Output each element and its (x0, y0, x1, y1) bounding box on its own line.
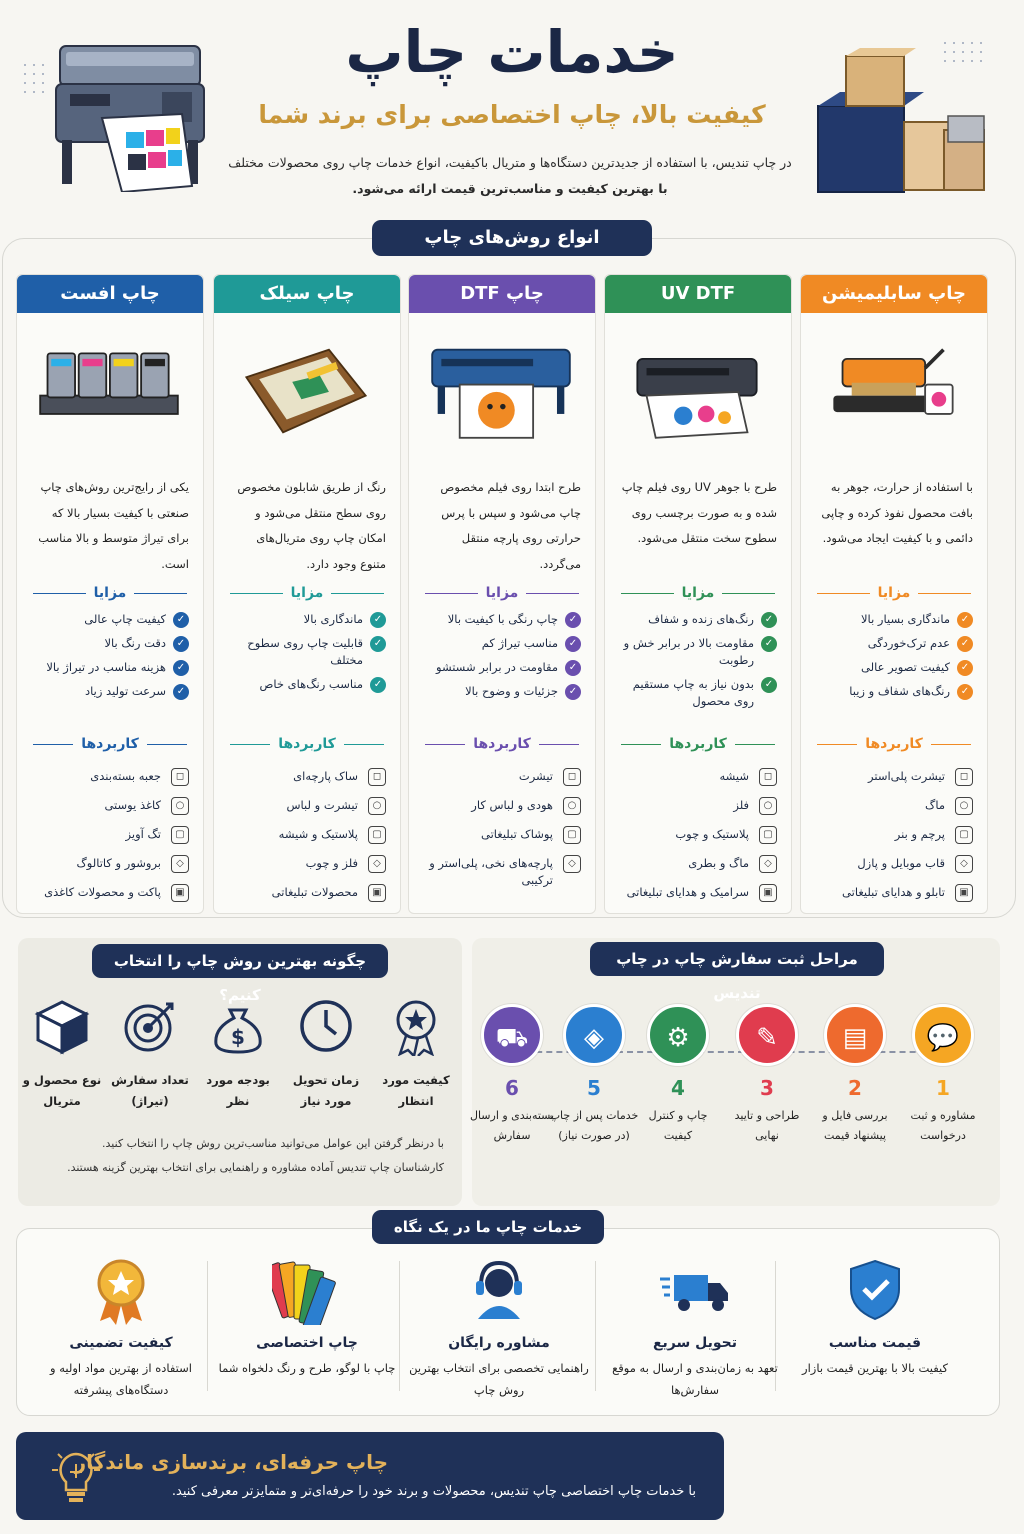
advantage-item (423, 635, 581, 652)
method-machine-illustration (621, 331, 775, 451)
choose-factor (20, 996, 104, 1112)
method-description: طرح با جوهر UV روی فیلم چاپ شده و به صورت برچسب روی سطوح سخت منتقل می‌شود. (621, 480, 777, 545)
heading-rule (817, 744, 857, 745)
advantage-item (228, 611, 386, 628)
advantage-item (228, 635, 386, 669)
method-card-title: چاپ سیلک (214, 275, 400, 313)
product-icon: ◇ (171, 855, 189, 873)
application-item (228, 797, 386, 815)
check-icon: ✓ (957, 612, 973, 628)
check-icon: ✓ (173, 612, 189, 628)
check-icon: ✓ (565, 660, 581, 676)
order-step (898, 1004, 988, 1146)
chat-icon: 💬 (912, 1004, 974, 1066)
check-icon: ✓ (761, 612, 777, 628)
application-text: تیشرت و لباس (286, 798, 358, 812)
advantage-text: عدم ترک‌خوردگی (867, 636, 950, 650)
method-card (16, 274, 204, 914)
feature-description: استفاده از بهترین مواد اولیه و دستگاه‌های پیشرفته (50, 1361, 192, 1397)
product-icon: ○ (563, 797, 581, 815)
step-label: مشاوره و ثبت درخواست (910, 1109, 976, 1142)
product-icon: ◇ (759, 855, 777, 873)
product-icon: ○ (368, 797, 386, 815)
application-text: پرچم و بنر (894, 827, 945, 841)
check-icon: ✓ (565, 684, 581, 700)
feature-divider (595, 1261, 596, 1391)
product-icon: ▢ (759, 826, 777, 844)
method-description: طرح ابتدا روی فیلم مخصوص چاپ می‌شود و سپس با پرس حرارتی روی پارچه منتقل می‌گردد. (440, 480, 581, 571)
order-step (549, 1004, 639, 1146)
product-icon: ○ (171, 797, 189, 815)
advantages-heading (425, 585, 579, 601)
order-step (722, 1004, 812, 1146)
advantages-heading (230, 585, 384, 601)
methods-title: انواع روش‌های چاپ (372, 220, 652, 256)
advantages-list (423, 611, 581, 726)
product-icon: ▣ (171, 884, 189, 902)
advantages-label: مزایا (485, 585, 519, 601)
design-icon: ✎ (736, 1004, 798, 1066)
heading-rule (134, 593, 187, 594)
check-icon: ✓ (565, 612, 581, 628)
application-text: هودی و لباس کار (471, 798, 553, 812)
step-label: بسته‌بندی و ارسال سفارش (469, 1109, 555, 1142)
application-text: قاب موبایل و پازل (857, 856, 945, 870)
step-number: 6 (505, 1076, 519, 1100)
applications-list (619, 768, 777, 902)
svg-text:$: $ (231, 1025, 245, 1049)
method-card-title: چاپ سابلیمیشن (801, 275, 987, 313)
choose-panel (18, 938, 462, 1206)
advantage-item (619, 635, 777, 669)
product-icon: ○ (955, 797, 973, 815)
feature-description: چاپ با لوگو، طرح و رنگ دلخواه شما (218, 1361, 396, 1375)
method-description: با استفاده از حرارت، جوهر به بافت محصول نفوذ کرده و چاپی دائمی و با کیفیت ایجاد می‌شود. (821, 480, 973, 545)
application-text: پلاستیک و شیشه (278, 827, 358, 841)
feature-title: تحویل سریع (652, 1335, 738, 1351)
check-icon: ✓ (173, 684, 189, 700)
advantages-heading (817, 585, 971, 601)
heading-rule (526, 593, 579, 594)
method-machine-illustration (425, 331, 579, 451)
heading-rule (230, 744, 270, 745)
intro-text (220, 150, 800, 202)
advantage-item (423, 659, 581, 676)
choose-note-line-2: کارشناسان چاپ تندیس آماده مشاوره و راهنمایی برای انتخاب بهترین گزینه هستند. (67, 1161, 444, 1174)
step-label: طراحی و تایید نهایی (734, 1109, 800, 1142)
applications-list (815, 768, 973, 902)
truck-icon: ⛟ (481, 1004, 543, 1066)
product-icon: ▣ (368, 884, 386, 902)
advantage-text: کیفیت چاپ عالی (84, 612, 166, 626)
feature-item (779, 1255, 971, 1379)
application-text: ماگ و بطری (688, 856, 749, 870)
check-icon: ✓ (370, 636, 386, 652)
advantages-label: مزایا (93, 585, 127, 601)
heading-rule (621, 593, 674, 594)
product-icon: ◻ (171, 768, 189, 786)
check-icon: ✓ (957, 684, 973, 700)
advantages-heading (33, 585, 187, 601)
advantages-heading (621, 585, 775, 601)
application-item (423, 768, 581, 786)
advantage-text: رنگ‌های شفاف و زیبا (849, 684, 950, 698)
method-card (408, 274, 596, 914)
method-card-title: چاپ DTF (409, 275, 595, 313)
advantages-label: مزایا (681, 585, 715, 601)
method-machine-illustration (230, 331, 384, 451)
choose-factor-label: زمان تحویل مورد نیاز (292, 1073, 360, 1108)
method-description: رنگ از طریق شابلون مخصوص روی سطح منتقل می‌شود و امکان چاپ روی متریال‌های متنوع وجود دارد. (237, 480, 386, 571)
check-icon: ✓ (761, 677, 777, 693)
method-description: یکی از رایج‌ترین روش‌های چاپ صنعتی با کیفیت بسیار بالا که برای تیراژ متوسط و بالا مناسب است. (38, 480, 189, 571)
order-step (810, 1004, 900, 1146)
advantage-item (31, 611, 189, 628)
application-item (31, 855, 189, 873)
application-item (815, 768, 973, 786)
color-swatch-icon (272, 1255, 342, 1325)
method-machine-illustration (33, 331, 187, 451)
advantage-text: ماندگاری بالا (303, 612, 363, 626)
order-step (467, 1004, 557, 1146)
application-text: فلز (733, 798, 749, 812)
application-item (619, 797, 777, 815)
application-text: پوشاک تبلیغاتی (480, 827, 553, 841)
document-icon: ▤ (824, 1004, 886, 1066)
application-item (619, 768, 777, 786)
applications-list (31, 768, 189, 902)
heading-rule (331, 593, 384, 594)
application-item (31, 768, 189, 786)
feature-description: کیفیت بالا با بهترین قیمت بازار (802, 1361, 948, 1375)
features-frame (16, 1228, 1000, 1416)
heading-rule (817, 593, 870, 594)
advantage-item (815, 611, 973, 628)
choose-factor (196, 996, 280, 1112)
application-item (228, 826, 386, 844)
advantage-text: مقاومت بالا در برابر خش و رطوبت (623, 636, 754, 667)
applications-heading (33, 736, 187, 752)
advantage-text: هزینه مناسب در تیراژ بالا (46, 660, 166, 674)
product-icon: ▢ (171, 826, 189, 844)
check-icon: ✓ (173, 636, 189, 652)
advantage-text: دقت رنگ بالا (104, 636, 166, 650)
application-text: پلاستیک و چوب (675, 827, 749, 841)
heading-rule (33, 593, 86, 594)
application-item (228, 855, 386, 873)
target-icon (120, 996, 180, 1056)
application-text: پاکت و محصولات کاغذی (44, 885, 161, 899)
feature-description: راهنمایی تخصصی برای انتخاب بهترین روش چاپ (409, 1361, 589, 1397)
truck-icon (660, 1255, 730, 1325)
heading-rule (230, 593, 283, 594)
application-text: تیشرت پلی‌استر (868, 769, 945, 783)
product-icon: ▣ (759, 884, 777, 902)
applications-heading (425, 736, 579, 752)
applications-heading (817, 736, 971, 752)
advantages-list (619, 611, 777, 726)
method-machine-illustration (817, 331, 971, 451)
advantages-list (31, 611, 189, 726)
banner-text: با خدمات چاپ اختصاصی چاپ تندیس، محصولات و برند خود را حرفه‌ای‌تر و متمایزتر معرفی کنید. (171, 1484, 696, 1499)
advantages-list (228, 611, 386, 726)
ribbon-star-icon (386, 996, 446, 1056)
product-icon: ◻ (368, 768, 386, 786)
advantage-item (31, 659, 189, 676)
advantage-text: کیفیت تصویر عالی (861, 660, 950, 674)
advantages-label: مزایا (290, 585, 324, 601)
feature-title: مشاوره رایگان (448, 1335, 550, 1351)
application-text: ماگ (925, 798, 945, 812)
application-item (815, 797, 973, 815)
choose-note (36, 1132, 444, 1180)
step-number: 5 (587, 1076, 601, 1100)
cube-icon (32, 996, 92, 1056)
advantage-text: سرعت تولید زیاد (85, 684, 166, 698)
steps-title: مراحل ثبت سفارش چاپ در چاپ تندیس (590, 942, 884, 976)
headset-icon (464, 1255, 534, 1325)
step-number: 3 (760, 1076, 774, 1100)
step-number: 1 (936, 1076, 950, 1100)
application-text: تیشرت (518, 769, 553, 783)
application-item (815, 884, 973, 902)
advantage-text: بدون نیاز به چاپ مستقیم روی محصول (632, 677, 754, 708)
application-text: کاغذ یوستی (104, 798, 161, 812)
application-text: جعبه بسته‌بندی (90, 769, 161, 783)
medal-icon (86, 1255, 156, 1325)
advantage-text: مناسب رنگ‌های خاص (259, 677, 363, 691)
applications-list (423, 768, 581, 889)
advantage-text: جزئیات و وضوح بالا (465, 684, 558, 698)
applications-label: کاربردها (473, 736, 531, 752)
product-icon: ◇ (955, 855, 973, 873)
check-icon: ✓ (370, 612, 386, 628)
heading-rule (425, 744, 465, 745)
step-label: خدمات پس از چاپ (در صورت نیاز) (549, 1109, 639, 1142)
heading-rule (621, 744, 661, 745)
intro-line-2: با بهترین کیفیت و مناسب‌ترین قیمت ارائه می‌شود. (352, 181, 668, 196)
features-title: خدمات چاپ ما در یک نگاه (372, 1210, 604, 1244)
application-item (423, 797, 581, 815)
application-item (228, 884, 386, 902)
application-item (619, 855, 777, 873)
feature-item (211, 1255, 403, 1379)
heading-rule (539, 744, 579, 745)
method-card (604, 274, 792, 914)
advantage-text: ماندگاری بسیار بالا (861, 612, 950, 626)
heading-rule (147, 744, 187, 745)
product-icon: ▢ (368, 826, 386, 844)
product-icon: ◻ (759, 768, 777, 786)
applications-label: کاربردها (865, 736, 923, 752)
money-bag-icon (208, 996, 268, 1056)
product-icon: ○ (759, 797, 777, 815)
check-icon: ✓ (957, 636, 973, 652)
page-title: خدمات چاپ (345, 18, 679, 86)
choose-note-line-1: با درنظر گرفتن این عوامل می‌توانید مناسب‌ترین روش چاپ را انتخاب کنید. (102, 1137, 444, 1150)
applications-label: کاربردها (669, 736, 727, 752)
method-card (800, 274, 988, 914)
gear-icon: ⚙ (647, 1004, 709, 1066)
check-icon: ✓ (957, 660, 973, 676)
advantage-item (423, 611, 581, 628)
step-number: 4 (671, 1076, 685, 1100)
order-step (633, 1004, 723, 1146)
heading-rule (344, 744, 384, 745)
product-icon: ▢ (563, 826, 581, 844)
application-item (815, 826, 973, 844)
feature-title: چاپ اختصاصی (256, 1335, 358, 1351)
advantage-text: چاپ رنگی با کیفیت بالا (447, 612, 558, 626)
advantage-text: مناسب تیراژ کم (481, 636, 558, 650)
application-text: سرامیک و هدایای تبلیغاتی (626, 885, 749, 899)
advantage-item (815, 635, 973, 652)
advantage-item (815, 683, 973, 700)
advantage-item (31, 635, 189, 652)
application-item (423, 826, 581, 844)
application-text: تگ آویز (125, 827, 161, 841)
choose-factor (284, 996, 368, 1112)
choose-factor (108, 996, 192, 1112)
applications-heading (230, 736, 384, 752)
application-text: فلز و چوب (305, 856, 358, 870)
application-text: ساک پارچه‌ای (293, 769, 358, 783)
application-text: شیشه (719, 769, 749, 783)
application-text: پارچه‌های نخی، پلی‌استر و ترکیبی (429, 856, 553, 887)
choose-title: چگونه بهترین روش چاپ را انتخاب کنیم؟ (92, 944, 388, 978)
choose-factor-label: بودجه مورد نظر (206, 1073, 270, 1108)
banner-title: چاپ حرفه‌ای، برندسازی ماندگار (74, 1450, 388, 1474)
advantage-item (619, 676, 777, 710)
advantage-item (815, 659, 973, 676)
product-icon: ◇ (563, 855, 581, 873)
step-label: بررسی فایل و پیشنهاد قیمت (822, 1109, 888, 1142)
application-item (31, 797, 189, 815)
choose-factor-label: کیفیت مورد انتظار (382, 1073, 450, 1108)
clock-icon (296, 996, 356, 1056)
advantage-item (619, 611, 777, 628)
advantage-item (228, 676, 386, 693)
method-card-title: UV DTF (605, 275, 791, 313)
heading-rule (722, 593, 775, 594)
application-item (31, 826, 189, 844)
check-icon: ✓ (173, 660, 189, 676)
application-item (815, 855, 973, 873)
heading-rule (425, 593, 478, 594)
applications-label: کاربردها (278, 736, 336, 752)
advantages-list (815, 611, 973, 726)
advantage-item (423, 683, 581, 700)
choose-factor (374, 996, 458, 1112)
application-item (31, 884, 189, 902)
feature-title: قیمت مناسب (828, 1335, 922, 1351)
application-text: بروشور و کاتالوگ (76, 856, 161, 870)
check-icon: ✓ (761, 636, 777, 652)
feature-item (25, 1255, 217, 1401)
advantages-label: مزایا (877, 585, 911, 601)
heading-rule (735, 744, 775, 745)
application-item (423, 855, 581, 889)
steps-panel (469, 938, 1000, 1206)
shield-check-icon (840, 1255, 910, 1325)
application-item (619, 826, 777, 844)
applications-list (228, 768, 386, 902)
application-item (619, 884, 777, 902)
application-text: تابلو و هدایای تبلیغاتی (842, 885, 945, 899)
feature-title: کیفیت تضمینی (69, 1335, 173, 1351)
method-card-title: چاپ افست (17, 275, 203, 313)
method-card (213, 274, 401, 914)
page-subtitle: کیفیت بالا، چاپ اختصاصی برای برند شما (258, 100, 766, 129)
heading-rule (931, 744, 971, 745)
step-number: 2 (848, 1076, 862, 1100)
applications-label: کاربردها (81, 736, 139, 752)
feature-item (599, 1255, 791, 1401)
step-label: چاپ و کنترل کیفیت (648, 1109, 708, 1142)
product-icon: ◇ (368, 855, 386, 873)
application-item (228, 768, 386, 786)
feature-description: تعهد به زمان‌بندی و ارسال به موقع سفارش‌ها (612, 1361, 778, 1397)
heading-rule (33, 744, 73, 745)
product-icon: ◻ (955, 768, 973, 786)
application-text: محصولات تبلیغاتی (271, 885, 358, 899)
intro-line-1: در چاپ تندیس، با استفاده از جدیدترین دستگاه‌ها و متریال باکیفیت، انواع خدمات چاپ روی محصولات مختلف (228, 155, 792, 170)
advantage-item (31, 683, 189, 700)
advantage-text: مقاومت در برابر شستشو (436, 660, 558, 674)
advantage-text: قابلیت چاپ روی سطوح مختلف (247, 636, 363, 667)
cta-banner (16, 1432, 724, 1520)
check-icon: ✓ (370, 677, 386, 693)
feature-item (403, 1255, 595, 1401)
check-icon: ✓ (565, 636, 581, 652)
product-icon: ▣ (955, 884, 973, 902)
product-icon: ▢ (955, 826, 973, 844)
product-icon: ◻ (563, 768, 581, 786)
heading-rule (918, 593, 971, 594)
choose-factor-label: نوع محصول و متریال (22, 1073, 102, 1108)
choose-factor-label: تعداد سفارش (تیراژ) (111, 1073, 189, 1108)
box-icon: ◈ (563, 1004, 625, 1066)
advantage-text: رنگ‌های زنده و شفاف (648, 612, 754, 626)
applications-heading (621, 736, 775, 752)
